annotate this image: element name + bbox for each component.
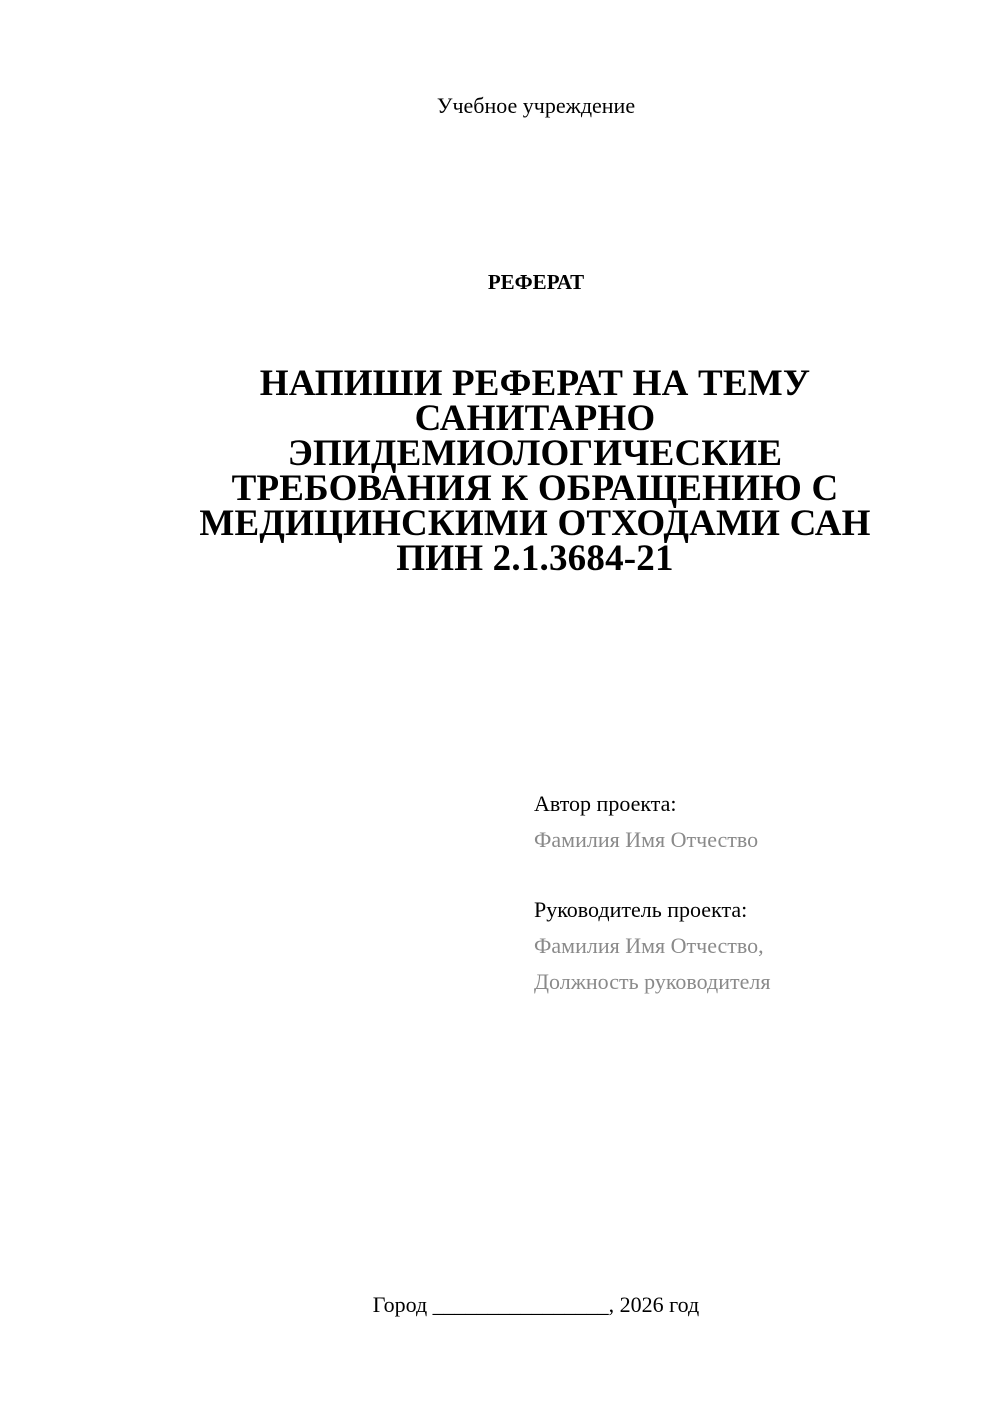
institution-name: Учебное учреждение	[436, 93, 636, 118]
topic-line: ТРЕБОВАНИЯ К ОБРАЩЕНИЮ С	[231, 468, 839, 509]
author-block	[534, 786, 974, 858]
topic-line: ЭПИДЕМИОЛОГИЧЕСКИЕ	[287, 433, 783, 474]
city-year-line: Город ________________, 2026 год	[372, 1292, 700, 1317]
supervisor-block	[534, 892, 974, 1000]
author-name: Фамилия Имя Отчество	[534, 827, 759, 852]
supervisor-position: Должность руководителя	[534, 969, 771, 994]
topic-line: САНИТАРНО	[414, 398, 656, 439]
document-type: РЕФЕРАТ	[487, 270, 585, 294]
topic-line: НАПИШИ РЕФЕРАТ НА ТЕМУ	[259, 363, 811, 404]
supervisor-label: Руководитель проекта:	[534, 897, 748, 922]
topic-line: МЕДИЦИНСКИМИ ОТХОДАМИ САН	[199, 503, 871, 544]
topic-line: ПИН 2.1.3684-21	[396, 538, 674, 579]
report-topic	[170, 363, 900, 579]
supervisor-name: Фамилия Имя Отчество,	[534, 933, 764, 958]
author-label: Автор проекта:	[534, 791, 677, 816]
